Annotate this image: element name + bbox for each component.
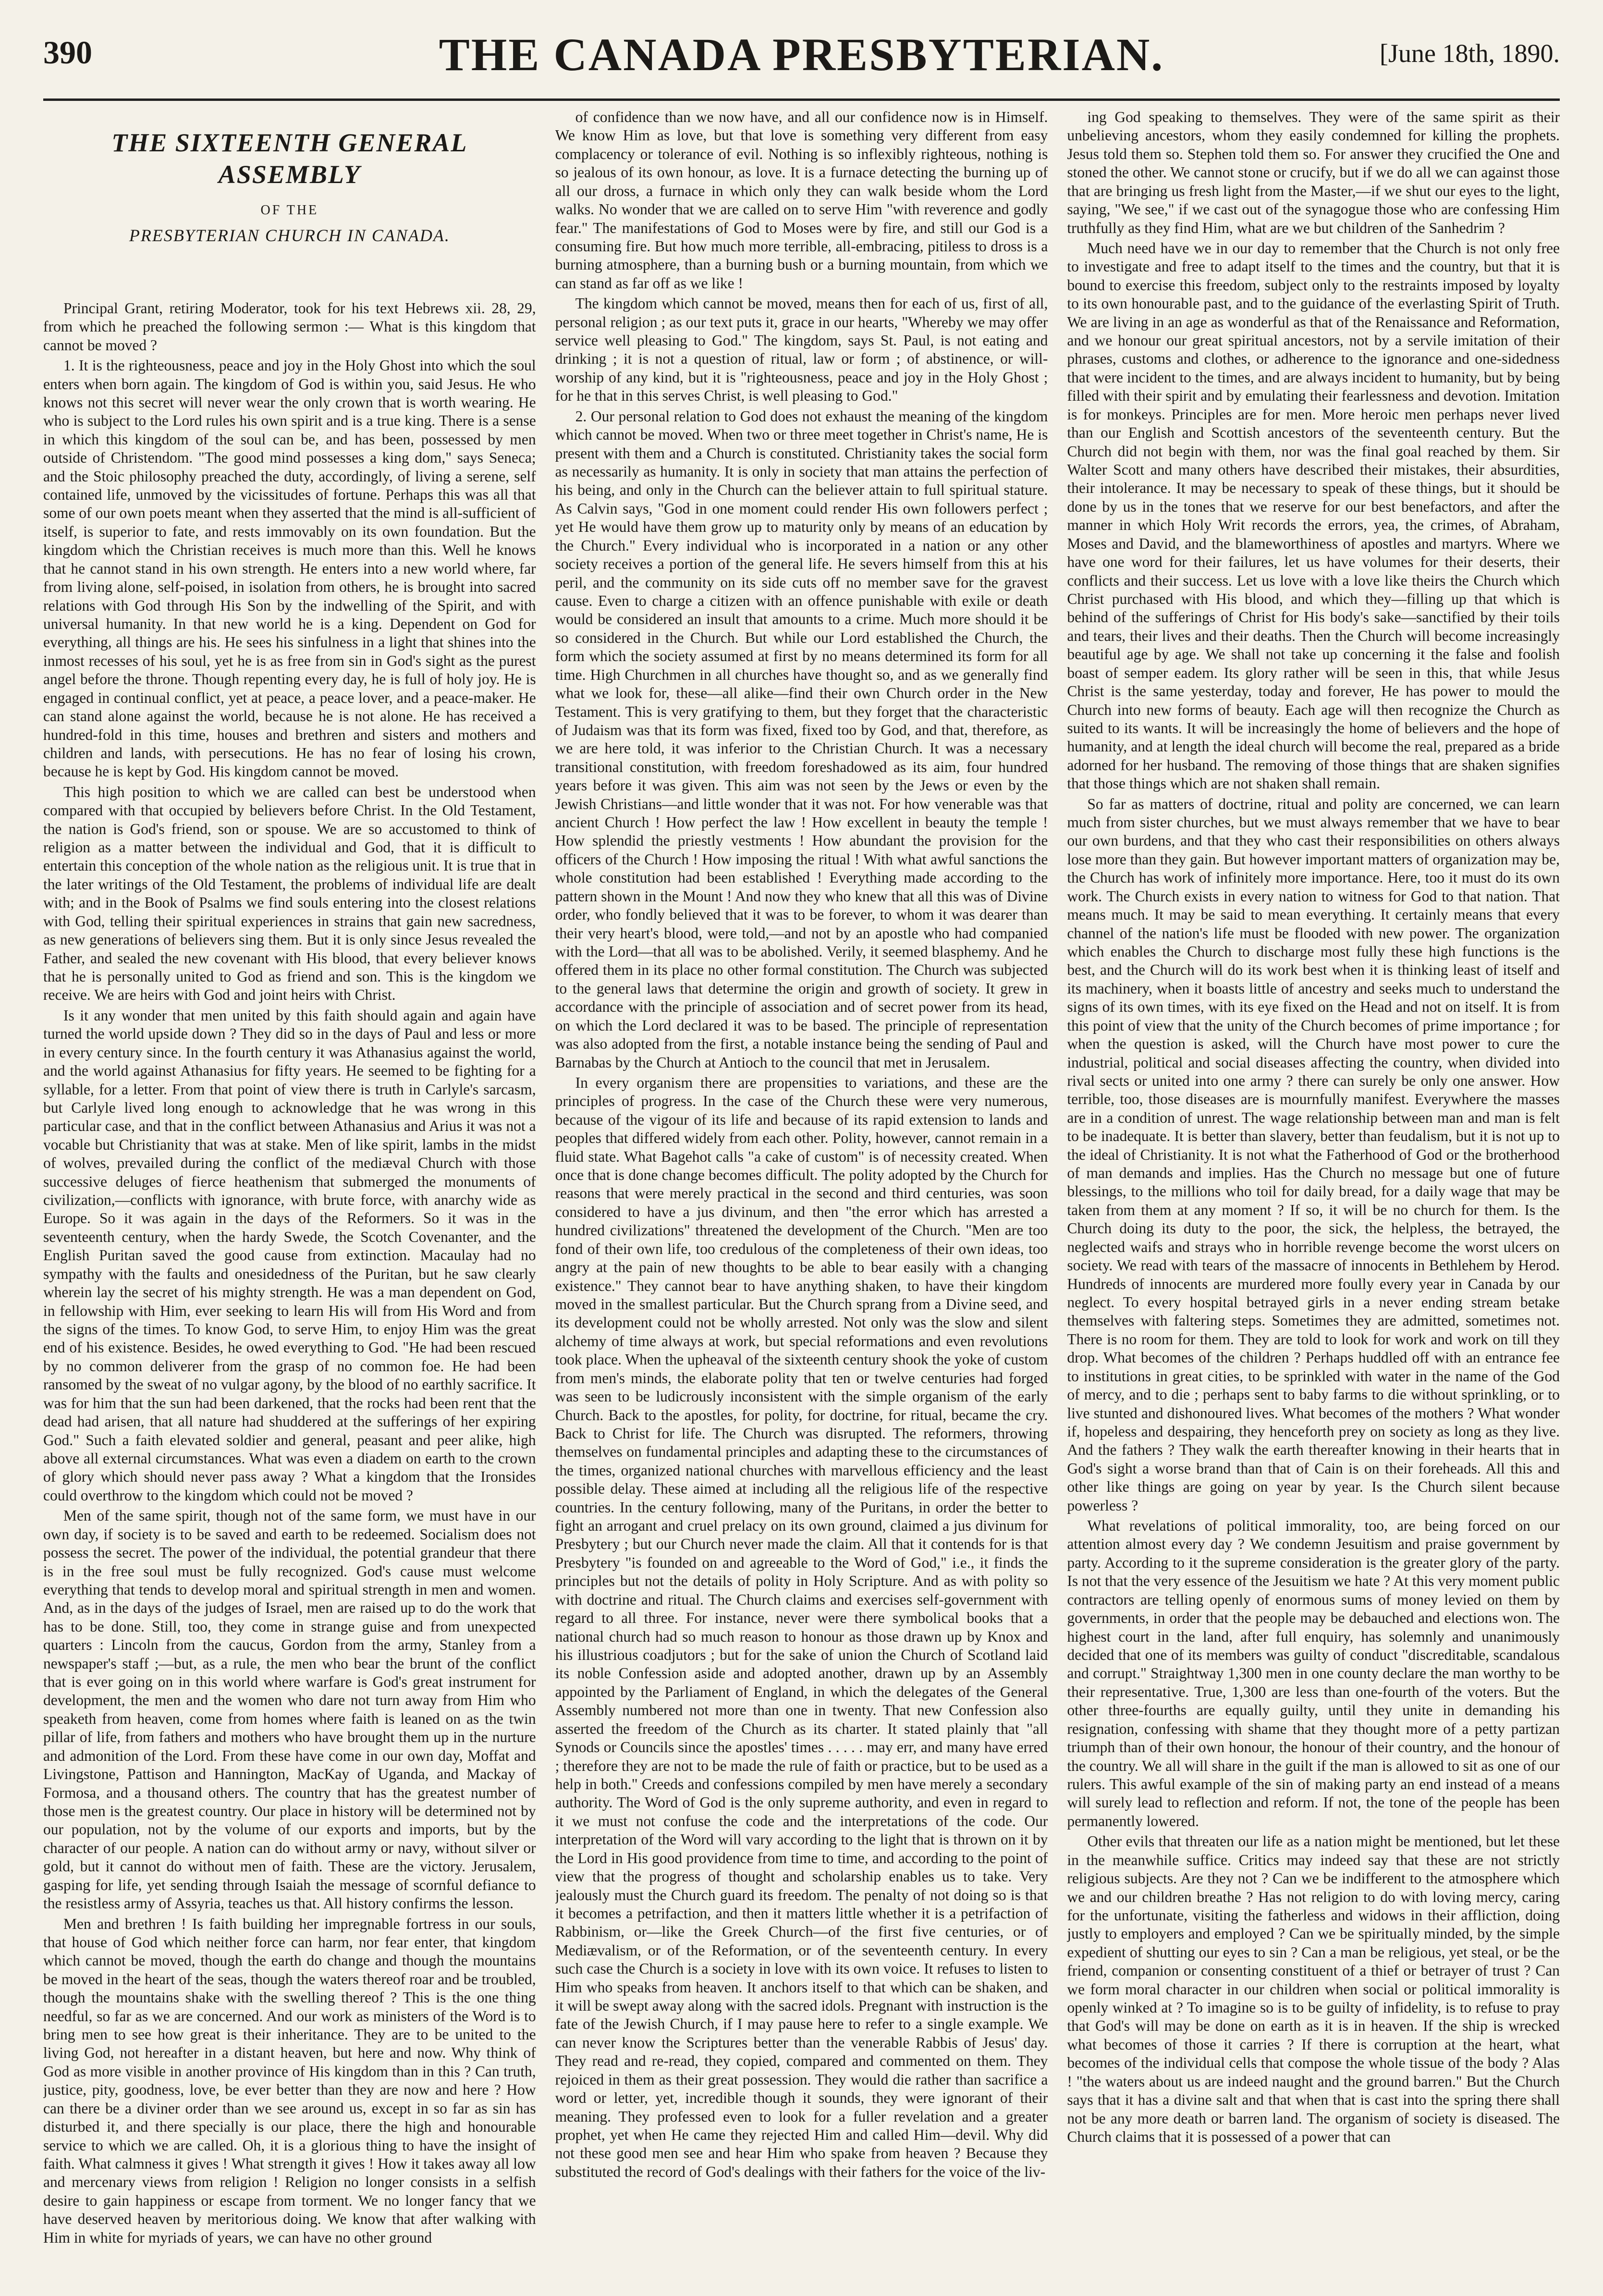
text-columns — [43, 108, 1560, 2267]
issue-date: [June 18th, 1890. — [1380, 39, 1560, 68]
paragraph: Is it any wonder that men united by this faith should again and again have turned the world upside down ? They did so in the days of Paul and less or more in every century since. In the fourth century it was Athanasius against the world, and the world against Athanasius for fifty years. He seemed to be fighting for a syllable, for a letter. From that point of view there is truth in Carlyle's sarcasm, but Carlyle lived long enough to acknowledge that he was wrong in this particular case, and that in the conflict between Athanasius and Arius it was not a vocable but Christianity that was at stake. Men of like spirit, lambs in the midst of wolves, prevailed during the conflict of the mediæval Church with those successive deluges of fierce heathenism that submerged the monuments of civilization,—conflicts with ignorance, with brute force, with anarchy wide as Europe. So it was again in the days of the Reformers. So it was in the seventeenth century, when the hardy Swede, the Scotch Covenanter, and the English Puritan saved the good cause from extinction. Macaulay had no sympathy with the faults and onesidedness of the Puritan, but he saw clearly wherein lay the secret of his mighty strength. He was a man dependent on God, in fellowship with Him, ever seeking to learn His will from His Word and from the signs of the times. To know God, to serve Him, to enjoy Him was the great end of his existence. Besides, he owed everything to God. "He had been rescued by no common deliverer from the grasp of no common foe. He had been ransomed by the sweat of no vulgar agony, by the blood of no earthly sacrifice. It was for him that the sun had been darkened, that the rocks had been rent that the dead had arisen, that all nature had shuddered at the sufferings of her expiring God." Such a faith elevated soldier and general, peasant and peer alike, high above all external circumstances. What was even a diadem on earth to the crown of glory which should never pass away ? What a kingdom that the Ironsides could overthrow to the kingdom which could not be moved ? — [43, 1007, 536, 1504]
article-of-the: OF THE — [260, 202, 319, 218]
paragraph: So far as matters of doctrine, ritual and polity are concerned, we can learn much from sister churches, but we must always remember that we have to bear our own burdens, and that they who cast their responsibilities on others always lose more than they gain. But however important matters of organization may be, the Church has work of infinitely more importance. Here, too it must do its own work. The Church exists in every nation to witness for God to that nation. That means much. It may be said to mean everything. It certainly means that every channel of the nation's life must be flooded with new power. The organization which enables the Church to discharge most fully these high functions is the best, and the Church will do its work best when it is thinking least of itself and its machinery, when it boasts little of ancestry and seeks much to understand the signs of its own times, with its eye fixed on the Head and not on itself. It is from this point of view that the unity of the Church becomes of prime importance ; for when the question is asked, will the Church have most power to cure the industrial, political and social diseases affecting the country, when divided into rival sects or united into one army ? there can surely be only one answer. How terrible, too, those diseases are is mournfully manifest. Everywhere the masses are in a condition of unrest. The wage relationship between man and man is felt to be inadequate. It is better than slavery, better than feudalism, but it is not up to the ideal of Christianity. It is not what the Fatherhood of God or the brotherhood of man demands and implies. Has the Church no message but one of future blessings, to the millions who toil for daily bread, for a daily wage that may be taken from them at any moment ? If so, it will be no church for them. Is the Church doing its duty to the poor, the sick, the helpless, the betrayed, the neglected waifs and strays who in horrible revenge become the worst ulcers on society. We read with tears of the massacre of innocents in Bethlehem by Herod. Hundreds of innocents are murdered more foully every year in Canada by our neglect. To every hospital betrayed girls in a never ending stream betake themselves with faltering steps. Sometimes they are admitted, sometimes not. There is no room for them. They are told to look for work and work on till they drop. What becomes of the children ? Perhaps huddled off with an entrance fee to institutions in great cities, to be sprinkled with water in the name of the God of mercy, and to die ; perhaps sent to baby farms to die without sprinkling, or to live stunted and dishonoured lives. What becomes of the mothers ? What wonder if, hopeless and despairing, they henceforth prey on society as long as they live. And the fathers ? They walk the earth thereafter knowing in their hearts that in God's sight a worse brand than that of Cain is on their foreheads. All this and other like things are going on year by year. Is the Church silent because powerless ? — [1067, 795, 1560, 1514]
page-header — [43, 19, 1560, 106]
article-subtitle: PRESBYTERIAN CHURCH IN CANADA. — [129, 225, 450, 245]
paragraph: Men of the same spirit, though not of the same form, we must have in our own day, if society is to be saved and earth to be redeemed. Socialism does not possess the secret. The power of the individual, the potential grandeur that there is in the free soul must be fully recognized. God's cause must welcome everything that tends to develop moral and spiritual strength in men and women. And, as in the days of the judges of Israel, men are raised up to do the work that has to be done. Still, too, they come in strange guise and from unexpected quarters : Lincoln from the caucus, Gordon from the army, Stanley from a newspaper's staff ;—but, as a rule, the men who bear the brunt of the conflict that is ever going on in this world where warfare is God's great instrument for development, the men and the women who dare not turn away from Him who speaketh from heaven, come from homes where faith is leaned on as the twin pillar of life, from fathers and mothers who have brought them up in the nurture and admonition of the Lord. From these have come in our own day, Moffat and Livingstone, Pattison and Hannington, MacKay of Uganda, and Mackay of Formosa, and a thousand others. The country that has the greatest number of those men is the greatest country. Our place in history will be determined not by our population, not by the volume of our exports and imports, but by the character of our people. A nation can do without army or navy, without silver or gold, but it cannot do without men of faith. These are the victory. Jerusalem, gasping for life, yet sending through Isaiah the message of scornful defiance to the resistless army of Assyria, teaches us that. All history confirms the lesson. — [43, 1507, 536, 1912]
paragraph: ing God speaking to themselves. They were of the same spirit as their unbelieving ancestors, whom they easily condemned for killing the prophets. Jesus told them so. Stephen told them so. For answer they crucified the One and stoned the other. We cannot stone or crucify, but if we do all we can against those that are bringing us fresh light from the Master,—if we shut our eyes to the light, saying, "We see," if we cast out of the synagogue those who are confessing Him truthfully as they find Him, what are we but children of the Sanhedrim ? — [1067, 109, 1560, 236]
paragraph: In every organism there are propensities to variations, and these are the principles of progress. In the case of the Church these were very numerous, because of the vigour of its life and because of its rapid extension to lands and peoples that differed widely from each other. Polity, however, cannot remain in a fluid state. What Bagehot calls "a cake of custom" is of necessity created. When once that is done change becomes difficult. The polity adopted by the Church for reasons that were merely practical in the second and third centuries, was soon considered to have a jus divinum, and then "the error which has arrested a hundred civilizations" threatened the development of the Church. "Men are too fond of their own life, too credulous of the completeness of their own ideas, too angry at the pain of new thoughts to be able to bear easily with a changing existence." They cannot bear to have anything shaken, to have their kingdom moved in the smallest particular. But the Church sprang from a Divine seed, and its development could not be wholly arrested. Not only was the slow and silent alchemy of time always at work, but special reformations and even revolutions took place. When the upheaval of the sixteenth century shook the yoke of custom from men's minds, the elaborate polity that ten or twelve centuries had forged was seen to be ludicrously inconsistent with the simple organism of the early Church. Back to the apostles, for polity, for doctrine, for ritual, became the cry. Back to Christ for life. The Church was disrupted. The reformers, throwing themselves on fundamental principles and adapting these to the circumstances of the times, organized national churches with marvellous efficiency and the least possible delay. These aimed at including all the religious life of the respective countries. In the century following, many of the Puritans, in order the better to fight an arrogant and cruel prelacy on its own ground, claimed a jus divinum for Presbytery ; but our Church never made the claim. All that it contends for is that Presbytery "is founded on and agreeable to the Word of God," i.e., it finds the principles but not the details of polity in Holy Scripture. And as with polity so with doctrine and ritual. The Church claims and exercises self-government with regard to all three. For instance, never were there symbolical books that a national church had so much reason to honour as those drawn up by Knox and his illustrious coadjutors ; but for the sake of union the Church of Scotland laid its noble Confession aside and adopted another, drawn up by an Assembly appointed by the Parliament of England, in which the delegates of the General Assembly numbered not more than one in twenty. That new Confession also asserted the freedom of the Church as its charter. It stated plainly that "all Synods or Councils since the apostles' times . . . . . may err, and many have erred ; therefore they are not to be made the rule of faith or practice, but to be used as a help in both." Creeds and confessions compiled by men have merely a secondary authority. The Word of God is the only supreme authority, and even in regard to it we must not confuse the code and the interpretations of the code. Our interpretation of the Word will vary according to the light that is thrown on it by the Lord in His good providence from time to time, and according to the point of view that the progress of thought and scholarship enables us to take. Very jealously must the Church guard its freedom. The penalty of not doing so is that it becomes a petrifaction, and then it matters little whether it is a petrifaction of Rabbinism, or—like the Greek Church—of the first five centuries, or of Mediævalism, or of the Reformation, or of the seventeenth century. In every such case the Church is a society in love with its own voice. It refuses to listen to Him who speaks from heaven. It anchors itself to that which can be shaken, and it will be swept away along with the sacred idols. Pregnant with instruction is the fate of the Jewish Church, if I may pause here to refer to a single example. We can never know the Scriptures better than the venerable Rabbis of Jesus' day. They read and re-read, they copied, compared and commented on them. They rejoiced in them as their great possession. They would die rather than sacrifice a word or letter, yet, incredible though it sounds, they were ignorant of their meaning. They professed even to look for a fuller revelation and a greater prophet, yet when He came they rejected Him and called Him—devil. Why did not these good men see and hear Him who spake from heaven ? Because they substituted the record of God's dealings with their fathers for the voice of the liv- — [555, 1074, 1048, 2180]
paragraph: 1. It is the righteousness, peace and joy in the Holy Ghost into which the soul enters when born again. The kingdom of God is within you, said Jesus. He who knows not this secret will never wear the only crown that is worth wearing. He who is subject to the Lord rules his own spirit and is a true king. There is a sense in which this kingdom of the soul can be, and has been, possessed by men outside of Christendom. "The good mind possesses a king dom," says Seneca; and the Stoic philosophy preached the duty, accordingly, of living a serene, self contained life, unmoved by the vicissitudes of fortune. Perhaps this was all that some of our own poets meant when they asserted that the mind is all-sufficient of itself, is superior to fate, and rests immovably on its own foundation. But the kingdom which the Christian receives is much more than this. Well he knows that he cannot stand in his own strength. He enters into a new world where, far from living alone, self-poised, in isolation from others, he is brought into sacred relations with God through His Son by the indwelling of the Spirit, and with universal humanity. In that new world he is a king. Dependent on God for everything, all things are his. He sees his sinfulness in a light that shines into the inmost recesses of his soul, yet he is as free from sin in God's sight as the purest angel before the throne. Though repenting every day, he is full of holy joy. He is engaged in continual conflict, yet at peace, a peace lover, and a peace-maker. He can stand alone against the world, because he is not alone. He has received a hundred-fold in this time, houses and brethren and sisters and mothers and children and lands, with persecutions. He has no fear of losing his crown, because he is kept by God. His kingdom cannot be moved. — [43, 357, 536, 780]
paragraph: Principal Grant, retiring Moderator, took for his text Hebrews xii. 28, 29, from which he preached the following sermon :— What is this kingdom that cannot be moved ? — [43, 299, 536, 354]
paragraph: This high position to which we are called can best be understood when compared with that occupied by believers before Christ. In the Old Testament, the nation is God's friend, son or spouse. We are so accustomed to think of religion as a matter between the individual and God, that it is difficult to entertain this conception of the whole nation as the religious unit. It is true that in the later writings of the Old Testament, the problems of individual life are dealt with; and in the Book of Psalms we find souls entering into the closest relations with God, telling their spiritual experiences in strains that gain new sacredness, as new generations of believers sing them. But it is only since Jesus revealed the Father, and sealed the new covenant with His blood, that every believer knows that he is personally united to God as friend and son. This is the kingdom we receive. We are heirs with God and joint heirs with Christ. — [43, 783, 536, 1004]
header-rule — [43, 98, 1560, 101]
article-title: THE SIXTEENTH GENERAL ASSEMBLY — [111, 128, 468, 189]
paragraph: Much need have we in our day to remember that the Church is not only free to investigate and free to adapt itself to the times and the country, but that it is bound to exercise this freedom, subject only to the restraints imposed by loyalty to its own honourable past, and to the guidance of the everlasting Spirit of Truth. We are living in an age as wonderful as that of the Renaissance and Reformation, and we honour our great spiritual ancestors, not by a servile imitation of their phrases, customs and clothes, or adherence to the ignorance and one-sidedness that were incident to the times, and are always incident to humanity, but by being filled with their spirit and by emulating their fearlessness and devotion. Imitation is for monkeys. Principles are for men. More heroic men perhaps never lived than our English and Scottish ancestors of the seventeenth century. But the Church did not begin with them, nor was the final goal reached by them. Sir Walter Scott and many others have described their mistakes, their absurdities, their intolerance. It may be necessary to speak of these things, but it should be done by us in the tones that we reserve for our best benefactors, and after the manner in which Holy Writ records the errors, yea, the crimes, of Abraham, Moses and David, and the blameworthiness of apostles and martyrs. Where we have one word for their failures, let us have volumes for their deserts, their conflicts and their success. Let us love with a love like theirs the Church which Christ purchased with His blood, and which they—filling up that which is behind of the sufferings of Christ for His body's sake—sanctified by their toils and tears, their lives and their deaths. Then the Church will become increasingly beautiful age by age. We shall not take up concerning it the false and foolish boast of semper eadem. Its glory rather will be seen in this, that while Jesus Christ is the same yesterday, today and forever, He has power to mould the Church into new forms of beauty. Each age will then recognize the Church as suited to its wants. It will be increasingly the home of believers and the hope of humanity, and at length the ideal church will become the real, prepared as a bride adorned for her husband. The removing of those things that are shaken signifies that those things which are not shaken shall remain. — [1067, 239, 1560, 792]
paragraph: Men and brethren ! Is faith building her impregnable fortress in our souls, that house of God which neither force can harm, nor fear enter, that kingdom which cannot be moved, though the earth do change and though the mountains be moved in the heart of the seas, though the waters thereof roar and be troubled, though the mountains shake with the swelling thereof ? This is the one thing needful, so far as we are concerned. And our work as ministers of the Word is to bring men to see how great is their inheritance. They are to be united to the living God, not hereafter in a distant heaven, but here and now. Why think of God as more visible in another province of His kingdom than in this ? Can truth, justice, pity, goodness, love, be ever better than they are now and here ? How can there be a diviner order than we see around us, except in so far as sin has disturbed it, and there specially is our place, there the high and honourable service to which we are called. Oh, it is a glorious thing to have the insight of faith. What calmness it gives ! What strength it gives ! How it takes away all low and mercenary views from religion ! Religion no longer consists in a selfish desire to gain happiness or escape from torment. We no longer fancy that we have deserved heaven by meritorious doing. We know that after walking with Him in white for myriads of years, we can have no other ground — [43, 1915, 536, 2246]
column-3 — [1067, 108, 1560, 2267]
masthead: THE CANADA PRESBYTERIAN. — [439, 29, 1164, 80]
paragraph: of confidence than we now have, and all our confidence now is in Himself. We know Him as love, but that love is something very different from easy complacency or tolerance of evil. Nothing is so inflexibly righteous, nothing is so jealous of its own honour, as love. It is a furnace detecting the burning up of all our dross, a furnace in which only they can walk beside whom the Lord walks. No wonder that we are called on to serve Him "with reverence and godly fear." The manifestations of God to Moses were by fire, and still our God is a consuming fire. But how much more terrible, all-embracing, pitiless to dross is a burning atmosphere, than a burning bush or a burning mountain, from which we can stand as far off as we like ! — [555, 109, 1048, 292]
paragraph: What revelations of political immorality, too, are being forced on our attention almost every day ? We condemn Jesuitism and praise government by party. According to it the supreme consideration is the greater glory of the party. Is not that the very essence of the Jesuitism we hate ? At this very moment public contractors are telling openly of enormous sums of money levied on them by governments, in order that the people may be debauched and elections won. The highest court in the land, after full enquiry, has solemnly and unanimously decided that one of its members was guilty of conduct "discreditable, scandalous and corrupt." Straightway 1,300 men in one county declare the man worthy to be their representative. True, 1,300 are less than one-fourth of the voters. But the other three-fourths are equally guilty, until they unite in demanding his resignation, confessing with shame that they thought more of a petty partizan triumph than of their own honour, the honour of their country, and the honour of the country. We all will share in the guilt if the man is allowed to sit as one of our rulers. This awful example of the sin of making party an end instead of a means will surely lead to reflection and reform. If not, the tone of the people has been permanently lowered. — [1067, 1517, 1560, 1829]
column-2 — [555, 108, 1048, 2267]
paragraph: The kingdom which cannot be moved, means then for each of us, first of all, personal religion ; as our text puts it, grace in our hearts, "Whereby we may offer service well pleasing to God." The kingdom, says St. Paul, is not eating and drinking ; it is not a question of ritual, law or form ; of abstinence, or will-worship of any kind, but it is "righteousness, peace and joy in the Holy Ghost ; for he that in this serves Christ, is well pleasing to God." — [555, 295, 1048, 405]
paragraph: 2. Our personal relation to God does not exhaust the meaning of the kingdom which cannot be moved. When two or three meet together in Christ's name, He is present with them and a Church is constituted. Christianity takes the social form as necessarily as humanity. It is only in society that man attains the perfection of his being, and only in the Church can the believer attain to full spiritual stature. As Calvin says, "God in one moment could render His own followers perfect ; yet He would have them grow up to maturity only by means of an education by the Church." Every individual who is incorporated in a nation or any other society receives a portion of the general life. He severs himself from this at his peril, and the community on its side cuts off no member save for the gravest cause. Even to charge a citizen with an offence punishable with exile or death would be considered an insult that amounts to a crime. Much more should it be so considered in the Church. But while our Lord established the Church, the form which the society assumed at first by no means determined its form for all time. High Churchmen in all churches have thought so, and as we generally find what we look for, these—all alike—find their own Church order in the New Testament. This is very gratifying to them, but they forget that the characteristic of Judaism was that its form was fixed, fixed too by God, and that, therefore, as we are here told, it was inferior to the Christian Church. It was a necessary transitional constitution, with freedom foreshadowed as its aim, four hundred years before it was given. This aim was not seen by the Jews or even by the Jewish Christians—and little wonder that it was not. For how venerable was that ancient Church ! How perfect the law ! How excellent in beauty the temple ! How splendid the priestly vestments ! How abundant the provision for the officers of the Church ! How imposing the ritual ! With what awful sanctions the whole constitution had been established ! Everything made according to the pattern shown in the Mount ! And now they who knew that all this was of Divine order, who fondly believed that it was to be forever, to whom it was dearer than their very heart's blood, were told,—and not by an apostle who had companied with the Lord—that all was to be abolished. Verily, it seemed blasphemy. And he offered them in its place no other formal constitution. The Church was subjected to the general laws that determine the origin and growth of society. It grew in accordance with the principle of association and of secret power from its head, on which the Lord declared it was to be based. The principle of representation was also adopted from the first, a notable instance being the sending of Paul and Barnabas by the Church at Antioch to the council that met in Jerusalem. — [555, 407, 1048, 1071]
column-1 — [43, 108, 536, 2267]
paragraph: Other evils that threaten our life as a nation might be mentioned, but let these in the meanwhile suffice. Critics may indeed say that these are not strictly religious subjects. Are they not ? Can we be indifferent to the atmosphere which we and our children breathe ? Has not religion to do with loving mercy, caring for the unfortunate, visiting the fatherless and widows in their affliction, doing justly to employers and employed ? Can we be spiritually minded, by the simple expedient of shutting our eyes to sin ? Can a man be religious, yet steal, or be the friend, companion or consenting constituent of a thief or betrayer of trust ? Can we form moral character in our children when social or political immorality is openly winked at ? To imagine so is to be guilty of infidelity, is to refuse to pray that God's will may be done on earth as it is in heaven. If the ship is wrecked what becomes of those it carries ? If there is corruption at the heart, what becomes of the individual cells that compose the whole tissue of the body ? Alas ! "the waters about us are indeed naught and the ground barren." But the Church says that it has a divine salt and that when that is cast into the spring there shall not be any more death or barren land. The organism of society is diseased. The Church claims that it is possessed of a power that can — [1067, 1833, 1560, 2145]
page-number: 390 — [43, 34, 92, 71]
